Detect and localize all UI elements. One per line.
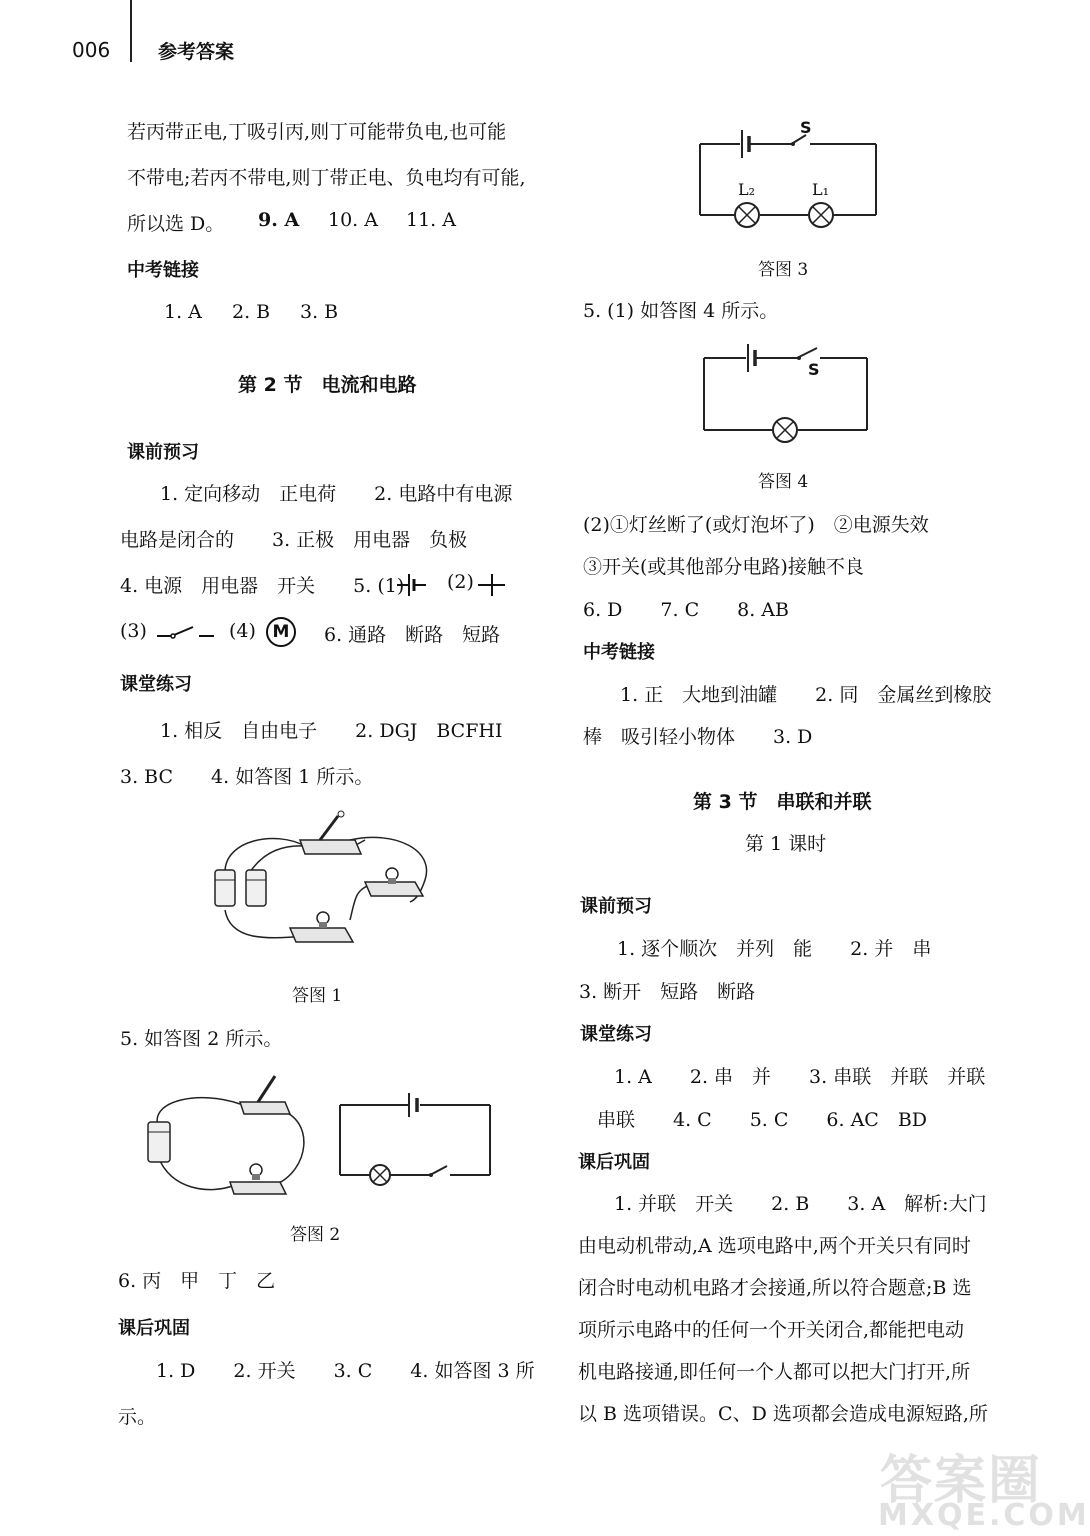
classroom-line-1: 1. 相反 自由电子 2. DGJ BCFHI: [160, 720, 503, 742]
preview-part-5: 6. 通路 断路 短路: [324, 624, 501, 646]
watermark-logo: 答案圈: [880, 1451, 1043, 1511]
section-2-title: 第 2 节 电流和电路: [238, 374, 417, 396]
cell-symbol-icon: [478, 572, 506, 598]
right-zk-line-1: 1. 正 大地到油罐 2. 同 金属丝到橡胶: [620, 684, 992, 706]
preview-line-2: 电路是闭合的 3. 正极 用电器 负极: [120, 529, 468, 551]
right-preview-line-2: 3. 断开 短路 断路: [579, 981, 756, 1003]
zk-answer-3: 3. B: [300, 301, 339, 323]
right-consolidation-line-6: 以 B 选项错误。C、D 选项都会造成电源短路,所: [578, 1403, 988, 1425]
right-line-2: (2)①灯丝断了(或灯泡坏了) ②电源失效: [583, 514, 929, 536]
switch-symbol-icon: [157, 622, 215, 644]
right-zk-line-2: 棒 吸引轻小物体 3. D: [583, 726, 813, 748]
motor-letter: M: [272, 622, 290, 642]
right-line-4: 6. D 7. C 8. AB: [583, 599, 789, 621]
figure-1-circuit: [205, 810, 435, 955]
motor-symbol-icon: [266, 617, 296, 647]
classroom-line-3: 5. 如答图 2 所示。: [120, 1028, 283, 1050]
right-consolidation-line-4: 项所示电路中的任何一个开关闭合,都能把电动: [578, 1319, 965, 1341]
left-line-2: 不带电;若丙不带电,则丁带正电、负电均有可能,: [127, 167, 526, 189]
right-line-1: 5. (1) 如答图 4 所示。: [583, 300, 779, 322]
figure-3-lamp-l1-label: L₁: [812, 180, 830, 199]
lesson-label: 第 1 课时: [745, 833, 827, 855]
right-consolidation-line-2: 由电动机带动,A 选项电路中,两个开关只有同时: [578, 1235, 971, 1257]
right-consolidation-line-5: 机电路接通,即任何一个人都可以把大门打开,所: [578, 1361, 971, 1383]
zk-answer-1: 1. A: [164, 301, 202, 323]
preview-line-3: 4. 电源 用电器 开关 5. (1): [120, 575, 405, 597]
right-heading-consolidation: 课后巩固: [578, 1152, 650, 1173]
watermark-site: MXQE.COM: [878, 1498, 1090, 1533]
figure-1-caption: 答图 1: [292, 986, 343, 1006]
consolidation-line-2: 示。: [118, 1406, 157, 1428]
right-consolidation-line-1: 1. 并联 开关 2. B 3. A 解析:大门: [614, 1193, 987, 1215]
preview-part-3: (3): [120, 620, 147, 642]
consolidation-line-1: 1. D 2. 开关 3. C 4. 如答图 3 所: [156, 1360, 535, 1382]
battery-symbol-icon: [397, 572, 427, 598]
right-line-3: ③开关(或其他部分电路)接触不良: [583, 556, 864, 578]
figure-2-physical-circuit: [140, 1070, 310, 1205]
right-classroom-line-2: 串联 4. C 5. C 6. AC BD: [597, 1109, 928, 1131]
figure-4-caption: 答图 4: [758, 472, 809, 492]
zk-answer-2: 2. B: [232, 301, 271, 323]
figure-3-caption: 答图 3: [758, 260, 809, 280]
heading-consolidation: 课后巩固: [118, 1318, 190, 1339]
page-number: 006: [72, 38, 111, 62]
figure-2-caption: 答图 2: [290, 1225, 341, 1245]
right-heading-preview: 课前预习: [580, 896, 652, 917]
heading-zhongkao-link: 中考链接: [127, 260, 199, 281]
preview-line-1: 1. 定向移动 正电荷 2. 电路中有电源: [160, 483, 513, 505]
right-classroom-line-1: 1. A 2. 串 并 3. 串联 并联 并联: [614, 1066, 986, 1088]
header-rule: [130, 0, 132, 62]
figure-3-switch-label: S: [800, 118, 812, 137]
left-line-1: 若丙带正电,丁吸引丙,则丁可能带负电,也可能: [127, 121, 507, 143]
section-3-title: 第 3 节 串联和并联: [693, 791, 872, 813]
right-consolidation-line-3: 闭合时电动机电路才会接通,所以符合题意;B 选: [578, 1277, 972, 1299]
figure-4-schematic: [702, 340, 870, 440]
header-title: 参考答案: [158, 41, 235, 63]
classroom-line-2: 3. BC 4. 如答图 1 所示。: [120, 766, 374, 788]
figure-4-switch-label: S: [808, 360, 820, 379]
right-preview-line-1: 1. 逐个顺次 并列 能 2. 并 串: [617, 938, 932, 960]
figure-3-schematic: [698, 118, 880, 228]
classroom-line-4: 6. 丙 甲 丁 乙: [118, 1270, 276, 1292]
left-line-3: 所以选 D。: [127, 213, 225, 235]
answer-10: 10. A: [328, 209, 378, 231]
figure-2-schematic: [340, 1090, 490, 1182]
right-heading-classroom: 课堂练习: [580, 1024, 652, 1045]
heading-preview: 课前预习: [127, 442, 199, 463]
answer-9: 9. A: [258, 209, 300, 231]
right-heading-zhongkao-link: 中考链接: [583, 642, 655, 663]
heading-classroom: 课堂练习: [120, 674, 192, 695]
answer-11: 11. A: [406, 209, 456, 231]
preview-part-2: (2): [447, 571, 474, 593]
preview-part-4: (4): [229, 620, 256, 642]
figure-3-lamp-l2-label: L₂: [738, 180, 756, 199]
